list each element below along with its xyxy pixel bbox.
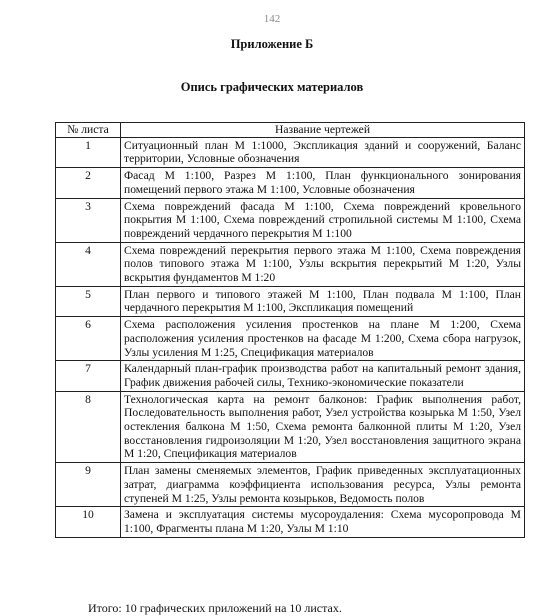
sheet-number: 3 xyxy=(56,198,121,242)
header-sheet-number: № листа xyxy=(56,123,121,138)
table-row xyxy=(56,361,525,391)
drawing-name: План первого и типового этажей М 1:100, План подвала М 1:100, План чердачного перекрытия М 1:100, Экспликация помещений xyxy=(121,286,525,316)
summary-text: Итого: 10 графических приложений на 10 листах. xyxy=(88,601,342,615)
table-row xyxy=(56,463,525,507)
sheet-number: 4 xyxy=(56,242,121,286)
table-row xyxy=(56,391,525,463)
sheet-number: 2 xyxy=(56,168,121,198)
table-row xyxy=(56,317,525,361)
table-row xyxy=(56,242,525,286)
appendix-title: Приложение Б xyxy=(230,37,314,51)
drawings-table xyxy=(55,122,525,538)
drawing-name: Схема расположения усиления простенков на плане М 1:200, Схема расположения усиления простенков на фасаде М 1:200, Схема сбора нагрузок, Узлы усиления М 1:25, Спецификация материалов xyxy=(121,317,525,361)
drawing-name: План замены сменяемых элементов, График приведенных эксплуатационных затрат, диаграмма коэффициента использования ресурса, Узлы ремонта ступеней М 1:25, Узлы ремонта козырьков, Ведомость полов xyxy=(121,463,525,507)
table-row xyxy=(56,198,525,242)
table-header-row xyxy=(56,123,525,138)
document-title: Опись графических материалов xyxy=(180,80,364,94)
drawing-name: Замена и эксплуатация системы мусороудаления: Схема мусоропровода М 1:100, Фрагменты плана М 1:20, Узлы М 1:10 xyxy=(121,507,525,537)
drawing-name: Ситуационный план М 1:1000, Экспликация зданий и сооружений, Баланс территории, Условные обозначения xyxy=(121,137,525,167)
sheet-number: 10 xyxy=(56,507,121,537)
page-number: 142 xyxy=(263,13,281,25)
table-row xyxy=(56,168,525,198)
drawing-name: Фасад М 1:100, Разрез М 1:100, План функционального зонирования помещений первого этажа М 1:100, Условные обозначения xyxy=(121,168,525,198)
sheet-number: 5 xyxy=(56,286,121,316)
table-body xyxy=(56,137,525,537)
sheet-number: 8 xyxy=(56,391,121,463)
sheet-number: 1 xyxy=(56,137,121,167)
drawing-name: Технологическая карта на ремонт балконов: График выполнения работ, Последовательность выполнения работ, Узел устройства козырька М 1:50, Узел остекления балкона М 1:50, Схема ремонта балконной плиты М 1:20, Узел восстановления гидроизоляции М 1:20, Узел восстановления защитного экрана М 1:20, Спецификация материалов xyxy=(121,391,525,463)
header-drawing-name: Название чертежей xyxy=(121,123,525,138)
drawing-name: Календарный план-график производства работ на капитальный ремонт здания, График движения рабочей силы, Технико-экономические показатели xyxy=(121,361,525,391)
sheet-number: 7 xyxy=(56,361,121,391)
table-header xyxy=(56,123,525,138)
sheet-number: 6 xyxy=(56,317,121,361)
drawing-name: Схема повреждений перекрытия первого этажа М 1:100, Схема повреждения полов типового этажа М 1:100, Узлы вскрытия перекрытий М 1:20, Узлы вскрытия фундаментов М 1:20 xyxy=(121,242,525,286)
table-row xyxy=(56,286,525,316)
table-row xyxy=(56,507,525,537)
drawing-name: Схема повреждений фасада М 1:100, Схема повреждений кровельного покрытия М 1:100, Схема повреждений стропильной системы М 1:100, Схема повреждений чердачного перекрытия М 1:100 xyxy=(121,198,525,242)
sheet-number: 9 xyxy=(56,463,121,507)
table-row xyxy=(56,137,525,167)
